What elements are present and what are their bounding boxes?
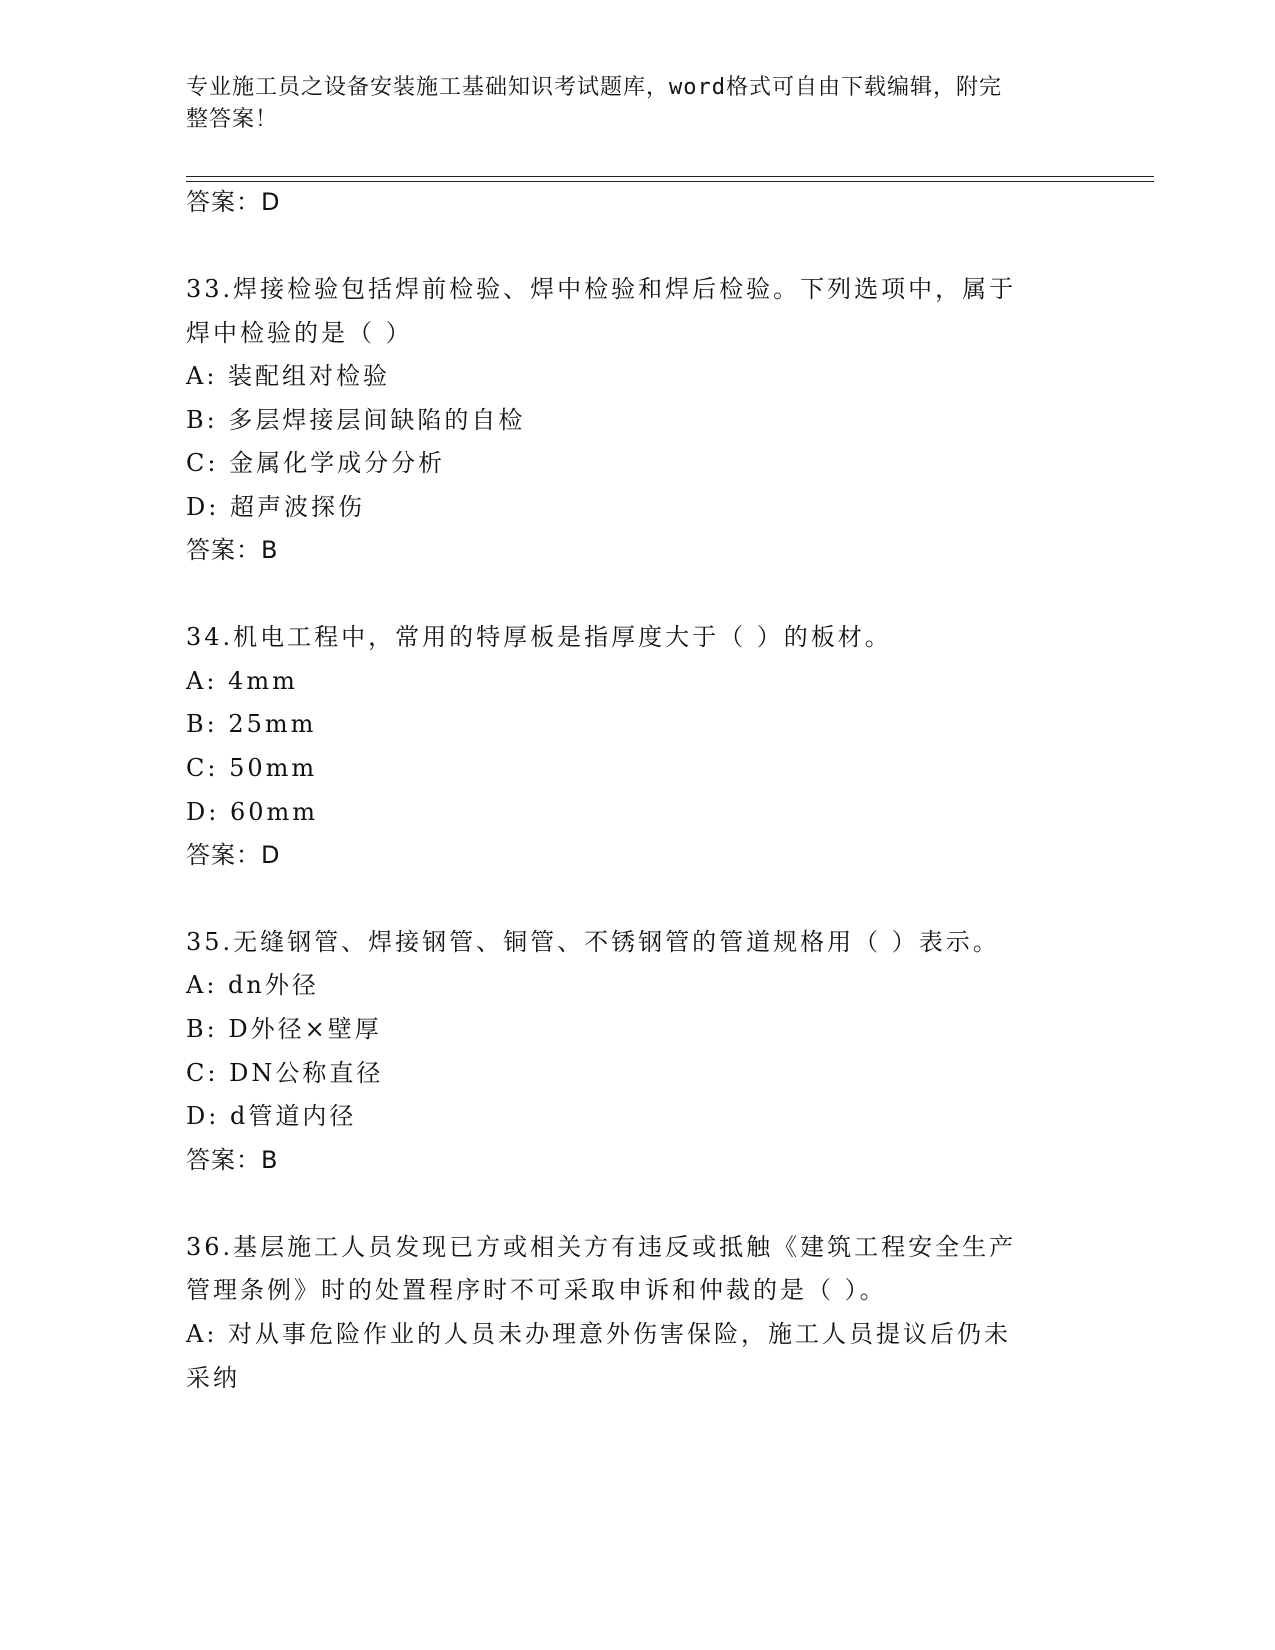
question-33-option-b: B: 多层焊接层间缺陷的自检 [186, 406, 526, 434]
document-header [186, 72, 1086, 136]
header-line-1: 专业施工员之设备安装施工基础知识考试题库，word格式可自由下载编辑，附完 [186, 75, 1002, 100]
question-35-stem-line-1: 35.无缝钢管、焊接钢管、铜管、不锈钢管的管道规格用（ ）表示。 [186, 928, 1000, 956]
question-35-option-a: A: dn外径 [186, 971, 319, 999]
question-34-option-b: B: 25mm [186, 710, 317, 738]
question-36-stem-line-1: 36.基层施工人员发现已方或相关方有违反或抵触《建筑工程安全生产 [186, 1233, 1017, 1261]
question-33-option-a: A: 装配组对检验 [186, 362, 391, 390]
question-36-option-a-line-1: A: 对从事危险作业的人员未办理意外伤害保险，施工人员提议后仍未 [186, 1320, 1012, 1348]
answer-prev: 答案：D [186, 188, 281, 216]
header-divider-bottom [186, 181, 1154, 182]
question-35-option-b: B: D外径×壁厚 [186, 1015, 382, 1043]
question-36-stem-line-2: 管理条例》时的处置程序时不可采取申诉和仲裁的是（ ）。 [186, 1276, 887, 1304]
question-34-option-a: A: 4mm [186, 667, 298, 695]
question-36-option-a-line-2: 采纳 [186, 1364, 240, 1392]
question-34-answer: 答案：D [186, 841, 281, 869]
header-line-2: 整答案！ [186, 107, 279, 132]
question-34-stem-line-1: 34.机电工程中，常用的特厚板是指厚度大于（ ）的板材。 [186, 623, 892, 651]
question-34-option-d: D: 60mm [186, 798, 319, 826]
question-33-option-c: C: 金属化学成分分析 [186, 449, 446, 477]
question-33-answer: 答案：B [186, 536, 279, 564]
question-33-stem-line-1: 33.焊接检验包括焊前检验、焊中检验和焊后检验。下列选项中，属于 [186, 275, 1017, 303]
header-divider-top [186, 176, 1154, 177]
question-33-option-d: D: 超声波探伤 [186, 493, 365, 521]
question-34-option-c: C: 50mm [186, 754, 318, 782]
question-33-stem-line-2: 焊中检验的是（ ） [186, 319, 413, 347]
question-35-option-d: D: d管道内径 [186, 1102, 357, 1130]
question-35-option-c: C: DN公称直径 [186, 1059, 384, 1087]
question-35-answer: 答案：B [186, 1146, 279, 1174]
